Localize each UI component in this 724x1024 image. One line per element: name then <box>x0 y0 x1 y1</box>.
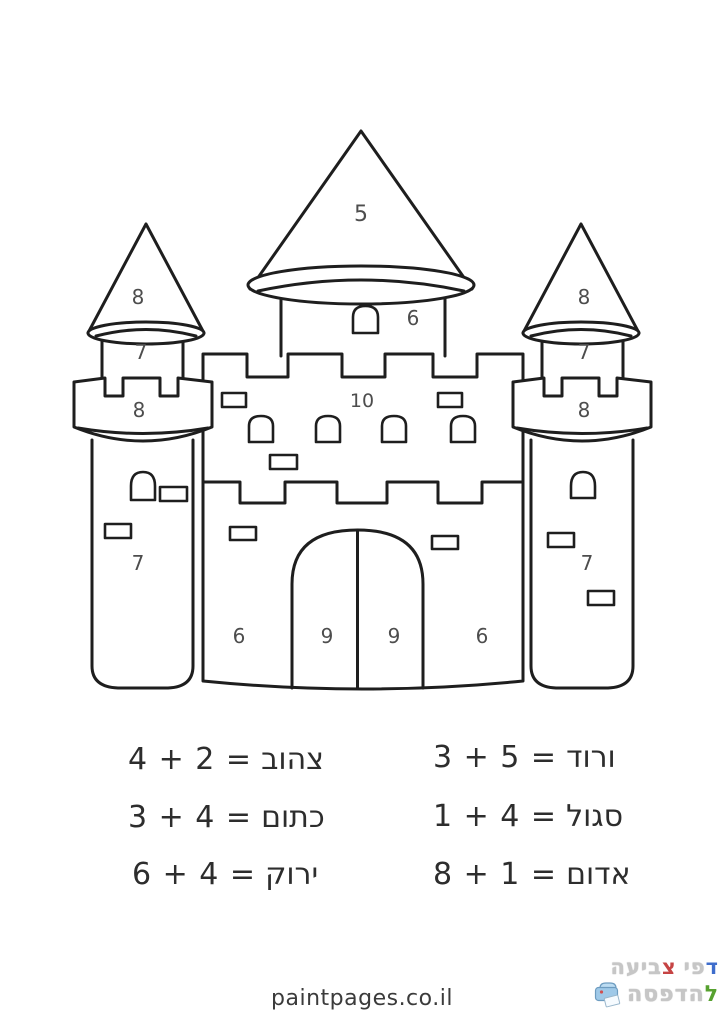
number-label: 9 <box>320 624 334 648</box>
right-tower <box>513 224 651 688</box>
equation-expression: 6 + 4 = <box>132 857 256 892</box>
equation-expression: 4 + 2 = <box>128 742 252 777</box>
logo-word-1: דפי <box>683 955 719 979</box>
logo-text-line1 <box>549 954 719 980</box>
arched-window <box>131 472 155 500</box>
number-label: 10 <box>349 390 375 412</box>
brick <box>588 591 614 605</box>
number-label: 8 <box>577 285 591 309</box>
left-tower <box>74 224 212 688</box>
brick <box>105 524 131 538</box>
brick <box>230 527 256 540</box>
equation-yellow <box>128 742 324 778</box>
equation-pink <box>433 740 616 776</box>
number-label: 8 <box>131 285 145 309</box>
arched-window <box>451 416 475 442</box>
number-label: 9 <box>387 624 401 648</box>
number-label: 7 <box>577 340 591 364</box>
color-word: כתום <box>261 800 325 835</box>
equation-red <box>433 857 631 893</box>
arched-window <box>571 472 595 498</box>
number-label: 6 <box>232 624 246 648</box>
number-label: 6 <box>475 624 489 648</box>
left-tower-roof-cone <box>88 224 204 333</box>
printer-icon <box>593 980 623 1009</box>
equation-expression: 3 + 4 = <box>128 800 252 835</box>
number-label: 8 <box>577 398 591 422</box>
equation-expression: 3 + 5 = <box>433 740 557 775</box>
color-word: ירוק <box>265 857 319 892</box>
center-tower <box>248 131 474 356</box>
right-tower-roof-cone <box>523 224 639 333</box>
logo-word-3: להדפסה <box>627 981 719 1007</box>
equation-orange <box>128 800 325 836</box>
number-label: 5 <box>354 202 368 227</box>
logo-text-line2 <box>549 980 719 1009</box>
arched-window <box>249 416 273 442</box>
brick <box>222 393 246 407</box>
front-wall-outline <box>203 482 523 689</box>
color-word: סגול <box>566 799 624 834</box>
number-label: 7 <box>131 551 145 575</box>
site-logo <box>549 954 719 1009</box>
number-label: 6 <box>406 306 420 330</box>
front-wall <box>203 482 523 689</box>
website-url: paintpages.co.il <box>271 986 453 1011</box>
brick <box>270 455 297 469</box>
equation-purple <box>433 799 623 835</box>
equation-expression: 8 + 1 = <box>433 857 557 892</box>
brick <box>160 487 187 501</box>
equation-green <box>132 857 318 893</box>
color-word: אדום <box>566 857 631 892</box>
rear-wall <box>203 354 523 520</box>
brick <box>438 393 462 407</box>
number-label: 7 <box>580 551 594 575</box>
color-word: צהוב <box>261 742 324 777</box>
arched-window <box>316 416 340 442</box>
number-label: 7 <box>134 340 148 364</box>
logo-word-2: צביעה <box>610 955 677 979</box>
arched-window <box>353 306 378 333</box>
color-word: ורוד <box>566 740 616 775</box>
arched-window <box>382 416 406 442</box>
number-label: 8 <box>132 398 146 422</box>
brick <box>548 533 574 547</box>
equation-expression: 1 + 4 = <box>433 799 557 834</box>
brick <box>432 536 458 549</box>
